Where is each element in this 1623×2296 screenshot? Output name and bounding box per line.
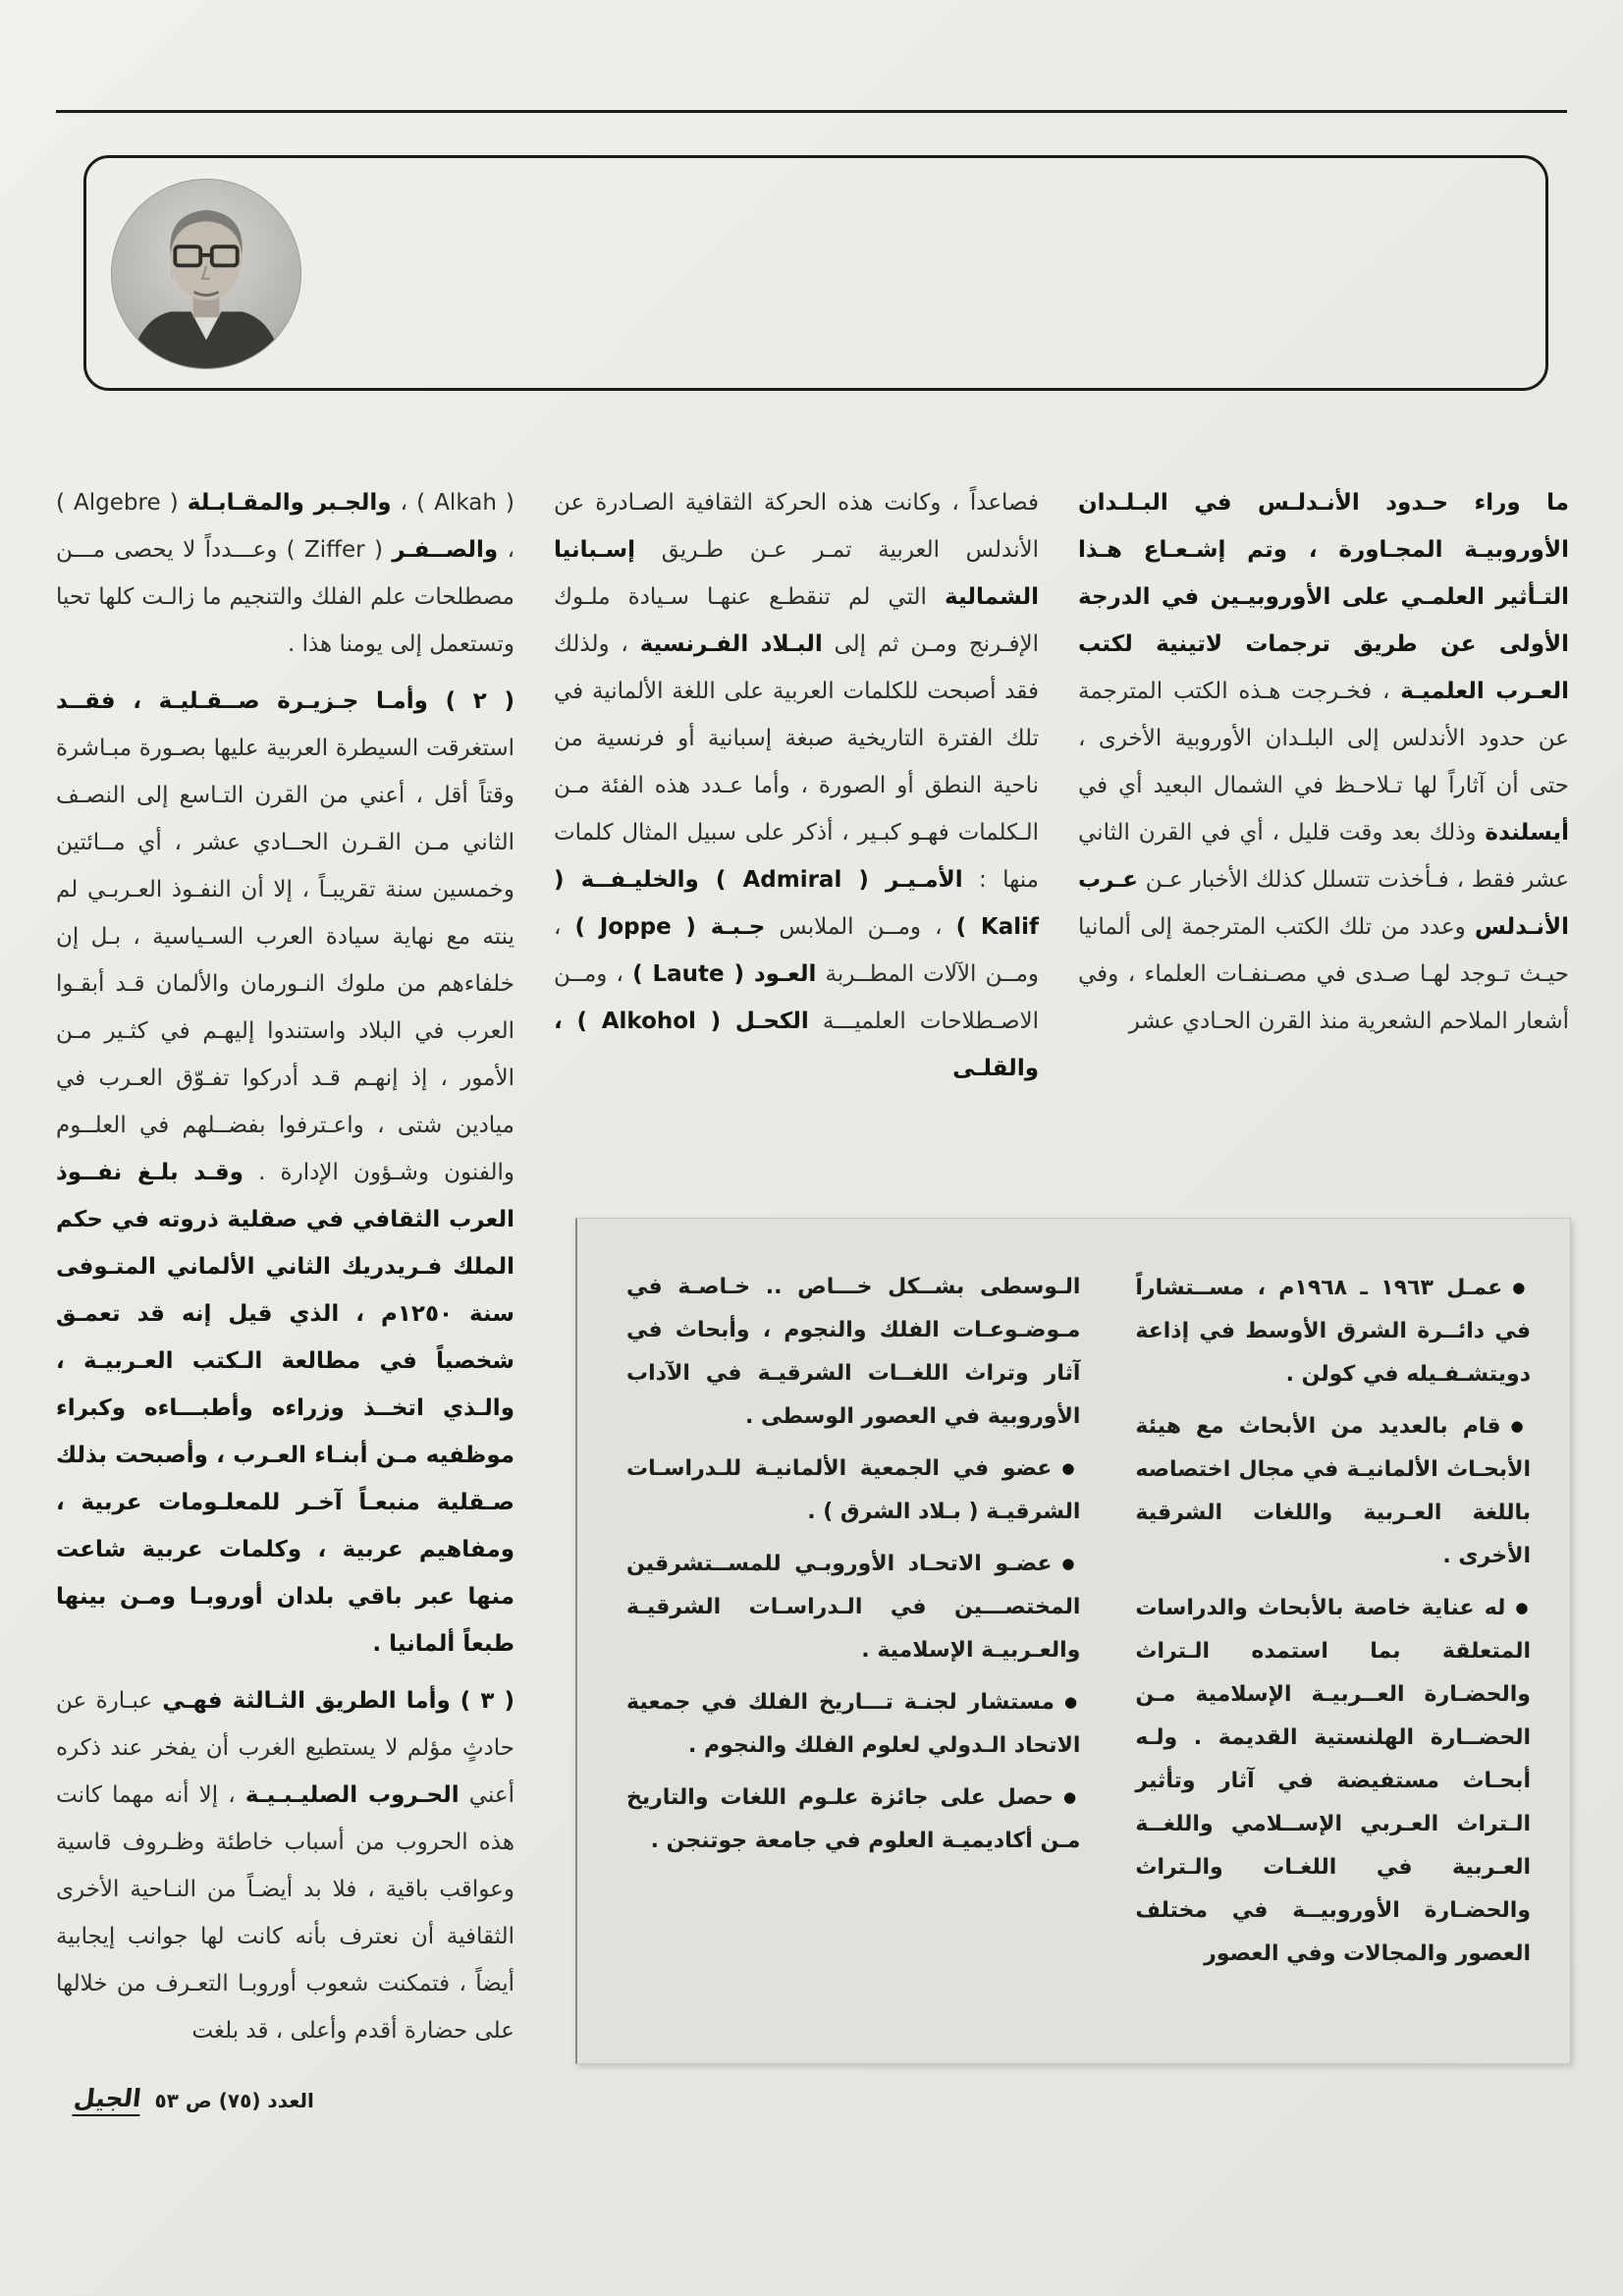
paragraph-section-2: ( ٢ ) وأمـا جـزيـرة صــقـليـة ، فقــد استغرقت السيطرة العربية عليها بصـورة مبـاشرة وقتاً أقل ، أعني من القرن التـاسع إلى النصـف الثاني مـن القـرن الحــادي عشر ، أي مــائتين وخمسين سنة تقريبـاً ، إلا أن النفـوذ العـربـي لم ينته مع نهاية سيادة العرب السـياسية ، بـل إن خلفاءهم من ملوك النـورمان والألمان قـد أبقـوا العرب في البلاد واستندوا إليهـم في كثـير مـن الأمور ، إذ إنهـم قـد أدركوا تفـوّق العـرب في ميادين شتى ، واعـترفوا بفضــلهم في العلــوم والفنون وشـؤون الإدارة . وقـد بلـغ نفــوذ العرب الثقافي في صقلية ذروته في حكم الملك فـريدريك الثاني الألماني المتـوفى سنة ١٢٥٠م ، الذي قيل إنه قد تعمـق شخصياً في مطالعة الـكتب العـربيـة ، والـذي اتخــذ وزراءه وأطبـــاءه وكبراء موظفيه مـن أبنـاء العـرب ، وأصبحت بذلك صـقلية منبعـاً آخـر للمعلـومات عربية ، ومفاهيم عربية ، وكلمات عربية شاعت منها عبر باقي بلدان أوروبـا ومـن بينها طبعاً ألمانيا . — [56, 688, 514, 1657]
paragraph: ( Alkah ) ، والجـبر والمقـابـلة ( Algebre ) ، والصــفـر ( Ziffer ) وعـــدداً لا يحصى مـــن مصطلحات علم الفلك والتنجيم ما زالـت كلها تحيا وتستعمل إلى يومنا هذا . — [56, 490, 514, 657]
bio-item-text: عضـو الاتحـاد الأوروبـي للمســتشرقين المختصـــين في الـدراسـات الشرقيـة والعـربيـة الإسلامية . — [626, 1552, 1081, 1663]
bullet-icon: ● — [1512, 1279, 1531, 1296]
biography-box — [575, 1218, 1571, 2064]
bio-item-text: عضو في الجمعية الألمانيـة للـدراسـات الشرقيـة ( بـلاد الشرق ) . — [626, 1456, 1081, 1524]
top-divider-rule — [56, 110, 1567, 113]
bio-item-continuation — [626, 1266, 1080, 1439]
bio-item-text: قام بالعديد من الأبحاث مع هيئة الأبحـاث الألمانيـة في مجال اختصاصه باللغة العـربية واللغات الشرقية الأخرى . — [1135, 1414, 1531, 1568]
bullet-icon: ● — [1064, 1693, 1081, 1711]
paragraph-section-3: ( ٣ ) وأما الطريق الثـالثة فهـي عبـارة عن حادثٍ مؤلم لا يستطيع الغرب أن يفخر عند ذكره أعني الحـروب الصليـبـيـة ، إلا أنه مهما كانت هذه الحروب من أسباب خاطئة وظـروف قاسية وعواقب باقية ، فلا بد أيضـاً من النـاحية الأخرى الثقافية أن نعترف بأنه كانت لها جوانب إيجابية أيضاً ، فتمكنت شعوب أوروبـا التعـرف من خلالها على حضارة أقدم وأعلى ، قد بلغت — [56, 1688, 515, 2044]
bullet-icon: ● — [1061, 1555, 1081, 1572]
bio-column-left — [626, 1266, 1080, 1976]
bio-item — [626, 1542, 1080, 1672]
bio-item-text: عمـل ١٩٦٣ ـ ١٩٦٨م ، مســتشاراً في دائــرة الشرق الأوسط في إذاعة دويتشـفـيله في كولن . — [1135, 1276, 1531, 1387]
bullet-icon: ● — [1061, 1459, 1081, 1477]
bio-item — [1135, 1404, 1531, 1578]
page-footer — [74, 2084, 314, 2116]
bio-item — [1135, 1586, 1531, 1976]
text-column-left — [56, 479, 514, 2054]
author-portrait-photo — [112, 180, 300, 368]
paragraph: ما وراء حـدود الأنـدلـس في البـلـدان الأوروبيـة المجـاورة ، وتم إشـعـاع هـذا التـأثير العلمـي على الأوروبيـين في الدرجة الأولى عن طريق ترجمات لاتينية لكتب العـرب العلميـة ، فخـرجت هـذه الكتب المترجمة عن حدود الأندلس إلى البلـدان الأوروبية الأخرى ، حتى أن آثاراً لها تـلاحـظ في الشمال البعيد أي في أيسلندة وذلك بعد وقت قليل ، أي في القرن الثاني عشر فقط ، فـأخذت تتسلل كذلك الأخبار عـن عـرب الأنـدلس وعدد من تلك الكتب المترجمة إلى ألمانيا حيـث تـوجد لهـا صـدى في مصـنفـات العلماء ، وفي أشعار الملاحم الشعرية منذ القرن الحـادي عشر — [1078, 490, 1569, 1034]
bio-item — [1135, 1266, 1531, 1396]
bio-item — [626, 1776, 1080, 1863]
portrait-illustration — [112, 180, 300, 368]
text-column-middle — [554, 479, 1039, 1092]
bio-column-right — [1135, 1266, 1531, 1976]
bio-item-text: الـوسطى بشــكل خـــاص .. خـاصـة في مـوضـوعـات الفلك والنجوم ، وأبحاث في آثار وتراث اللغــات الشرقيـة في الآداب الأوروبية في العصور الوسطى . — [626, 1275, 1081, 1429]
issue-page-number: العدد (٧٥) ص ٥٣ — [154, 2088, 314, 2112]
biography-box-inner — [577, 1219, 1570, 2005]
paragraph: فصاعداً ، وكانت هذه الحركة الثقافية الصـادرة عن الأندلس العربية تمـر عـن طـريق إسـبانيا الشمالية التي لم تنقطـع عنهـا سـيادة ملـوك الإفـرنج ومـن ثم إلى البـلاد الفـرنسية ، ولذلك فقد أصبحت للكلمات العربية على اللغة الألمانية في تلك الفترة التاريخية صبغة إسبانية أو فرنسية من ناحية النطق أو الصورة ، وأما عـدد هذه الفئة مـن الـكلمات فهـو كبـير ، أذكر على سبيل المثال كلمات منها : الأمـيـر ( Admiral ) والخليـفــة ( Kalif ) ، ومــن الملابس جـبـة ( Joppe ) ، ومــن الآلات المطــربة العـود ( Laute ) ، ومــن الاصـطلاحات العلميـــة الكحـل ( Alkohol ) ، والقلـى — [554, 490, 1040, 1081]
bio-item-text: مستشار لجنـة تـــاريخ الفلك في جمعية الاتحاد الـدولي لعلوم الفلك والنجوم . — [626, 1690, 1081, 1758]
bullet-icon: ● — [1515, 1599, 1531, 1616]
bio-item-text: له عناية خاصة بالأبحاث والدراسات المتعلقة بما استمده الـتراث والحضـارة العــربيـة الإسلامية مـن الحضــارة الهلنستية القديمة . ولـه أبحـاث مستفيضة في آثار وتأثير الـتراث العـربي الإســلامي واللغــة العـربية في اللغـات والـتراث والحضـارة الأوروبيــة في مختلف العصور والمجالات وفي العصور — [1135, 1596, 1531, 1966]
bullet-icon: ● — [1062, 1788, 1081, 1806]
bio-item — [626, 1447, 1080, 1534]
text-column-right — [1078, 479, 1569, 1045]
bio-item — [626, 1680, 1080, 1768]
bullet-icon: ● — [1510, 1417, 1531, 1435]
author-photo-box — [83, 155, 1548, 391]
magazine-logo: الجيل — [72, 2084, 142, 2116]
bio-item-text: حصل على جائزة علـوم اللغات والتاريخ مـن أكاديميـة العلوم في جامعة جوتنجن . — [626, 1785, 1081, 1853]
